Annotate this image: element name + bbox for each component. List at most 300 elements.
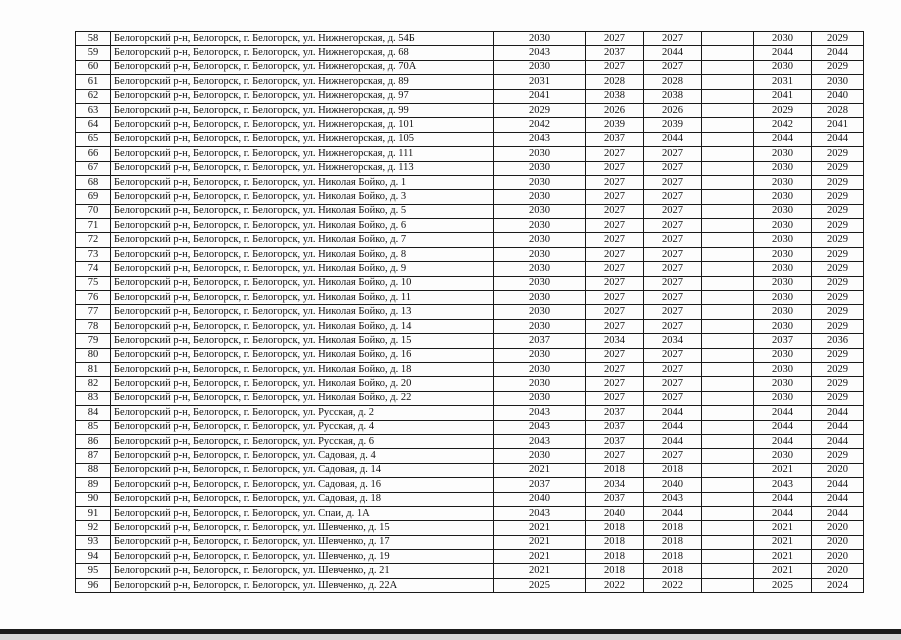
address-cell: Белогорский р-н, Белогорск, г. Белогорск, ул. Николая Бойко, д. 7: [111, 233, 494, 247]
address-cell: Белогорский р-н, Белогорск, г. Белогорск, ул. Николая Бойко, д. 16: [111, 348, 494, 362]
year-cell-5: 2043: [754, 478, 812, 492]
year-cell-3: 2027: [644, 377, 702, 391]
table-row: [76, 219, 864, 233]
year-cell-1: 2043: [494, 132, 586, 146]
row-number: 59: [76, 46, 111, 60]
year-cell-6: 2029: [812, 262, 864, 276]
table-row: [76, 377, 864, 391]
year-cell-2: 2034: [586, 334, 644, 348]
year-cell-3: 2027: [644, 348, 702, 362]
year-cell-2: 2037: [586, 406, 644, 420]
row-number: 68: [76, 175, 111, 189]
year-cell-5: 2044: [754, 434, 812, 448]
address-cell: Белогорский р-н, Белогорск, г. Белогорск, ул. Николая Бойко, д. 20: [111, 377, 494, 391]
year-cell-4: [702, 319, 754, 333]
year-cell-3: 2044: [644, 406, 702, 420]
year-cell-3: 2027: [644, 305, 702, 319]
year-cell-6: 2029: [812, 190, 864, 204]
year-cell-3: 2027: [644, 362, 702, 376]
year-cell-2: 2027: [586, 204, 644, 218]
table-row: [76, 420, 864, 434]
row-number: 81: [76, 362, 111, 376]
year-cell-6: 2044: [812, 132, 864, 146]
year-cell-3: 2027: [644, 190, 702, 204]
address-cell: Белогорский р-н, Белогорск, г. Белогорск, ул. Садовая, д. 16: [111, 478, 494, 492]
row-number: 82: [76, 377, 111, 391]
row-number: 86: [76, 434, 111, 448]
year-cell-3: 2026: [644, 103, 702, 117]
year-cell-1: 2043: [494, 46, 586, 60]
year-cell-5: 2030: [754, 319, 812, 333]
address-cell: Белогорский р-н, Белогорск, г. Белогорск, ул. Русская, д. 4: [111, 420, 494, 434]
year-cell-1: 2030: [494, 276, 586, 290]
year-cell-3: 2018: [644, 564, 702, 578]
year-cell-4: [702, 147, 754, 161]
year-cell-3: 2028: [644, 75, 702, 89]
year-cell-3: 2044: [644, 46, 702, 60]
row-number: 60: [76, 60, 111, 74]
year-cell-5: 2021: [754, 535, 812, 549]
table-row: [76, 362, 864, 376]
address-cell: Белогорский р-н, Белогорск, г. Белогорск, ул. Нижнегорская, д. 89: [111, 75, 494, 89]
table-row: [76, 506, 864, 520]
year-cell-1: 2030: [494, 291, 586, 305]
year-cell-1: 2029: [494, 103, 586, 117]
row-number: 72: [76, 233, 111, 247]
year-cell-6: 2029: [812, 377, 864, 391]
year-cell-5: 2025: [754, 578, 812, 592]
year-cell-2: 2026: [586, 103, 644, 117]
year-cell-2: 2027: [586, 291, 644, 305]
year-cell-1: 2037: [494, 334, 586, 348]
address-cell: Белогорский р-н, Белогорск, г. Белогорск, ул. Николая Бойко, д. 10: [111, 276, 494, 290]
year-cell-4: [702, 75, 754, 89]
row-number: 66: [76, 147, 111, 161]
row-number: 93: [76, 535, 111, 549]
year-cell-6: 2029: [812, 348, 864, 362]
year-cell-6: 2024: [812, 578, 864, 592]
year-cell-6: 2029: [812, 276, 864, 290]
year-cell-4: [702, 362, 754, 376]
table-row: [76, 334, 864, 348]
year-cell-4: [702, 420, 754, 434]
year-cell-6: 2029: [812, 175, 864, 189]
row-number: 64: [76, 118, 111, 132]
row-number: 91: [76, 506, 111, 520]
year-cell-5: 2042: [754, 118, 812, 132]
register-table-body: [76, 32, 864, 593]
year-cell-4: [702, 564, 754, 578]
table-row: [76, 190, 864, 204]
year-cell-5: 2044: [754, 406, 812, 420]
year-cell-3: 2038: [644, 89, 702, 103]
address-cell: Белогорский р-н, Белогорск, г. Белогорск, ул. Нижнегорская, д. 70А: [111, 60, 494, 74]
year-cell-5: 2030: [754, 161, 812, 175]
address-cell: Белогорский р-н, Белогорск, г. Белогорск, ул. Николая Бойко, д. 15: [111, 334, 494, 348]
year-cell-1: 2021: [494, 564, 586, 578]
year-cell-6: 2040: [812, 89, 864, 103]
address-cell: Белогорский р-н, Белогорск, г. Белогорск, ул. Николая Бойко, д. 22: [111, 391, 494, 405]
year-cell-1: 2030: [494, 219, 586, 233]
address-cell: Белогорский р-н, Белогорск, г. Белогорск, ул. Шевченко, д. 21: [111, 564, 494, 578]
year-cell-3: 2044: [644, 506, 702, 520]
year-cell-5: 2044: [754, 132, 812, 146]
address-cell: Белогорский р-н, Белогорск, г. Белогорск, ул. Шевченко, д. 15: [111, 521, 494, 535]
register-table: [75, 31, 864, 593]
year-cell-3: 2027: [644, 219, 702, 233]
year-cell-3: 2027: [644, 161, 702, 175]
year-cell-2: 2018: [586, 463, 644, 477]
year-cell-5: 2029: [754, 103, 812, 117]
year-cell-6: 2029: [812, 147, 864, 161]
year-cell-5: 2030: [754, 291, 812, 305]
year-cell-1: 2043: [494, 406, 586, 420]
year-cell-3: 2027: [644, 60, 702, 74]
year-cell-3: 2027: [644, 391, 702, 405]
year-cell-1: 2030: [494, 247, 586, 261]
year-cell-6: 2030: [812, 75, 864, 89]
year-cell-2: 2018: [586, 564, 644, 578]
year-cell-4: [702, 161, 754, 175]
table-row: [76, 305, 864, 319]
year-cell-5: 2030: [754, 233, 812, 247]
year-cell-4: [702, 219, 754, 233]
year-cell-4: [702, 233, 754, 247]
year-cell-3: 2027: [644, 147, 702, 161]
year-cell-1: 2030: [494, 391, 586, 405]
year-cell-3: 2027: [644, 291, 702, 305]
year-cell-2: 2027: [586, 449, 644, 463]
table-row: [76, 32, 864, 46]
year-cell-4: [702, 434, 754, 448]
year-cell-4: [702, 391, 754, 405]
row-number: 83: [76, 391, 111, 405]
row-number: 65: [76, 132, 111, 146]
year-cell-3: 2027: [644, 449, 702, 463]
year-cell-5: 2044: [754, 492, 812, 506]
row-number: 96: [76, 578, 111, 592]
year-cell-4: [702, 578, 754, 592]
table-row: [76, 521, 864, 535]
year-cell-5: 2030: [754, 276, 812, 290]
table-row: [76, 175, 864, 189]
table-row: [76, 89, 864, 103]
year-cell-5: 2030: [754, 348, 812, 362]
year-cell-2: 2038: [586, 89, 644, 103]
address-cell: Белогорский р-н, Белогорск, г. Белогорск, ул. Николая Бойко, д. 11: [111, 291, 494, 305]
year-cell-2: 2037: [586, 434, 644, 448]
year-cell-3: 2018: [644, 535, 702, 549]
year-cell-1: 2030: [494, 161, 586, 175]
year-cell-4: [702, 132, 754, 146]
address-cell: Белогорский р-н, Белогорск, г. Белогорск, ул. Николая Бойко, д. 5: [111, 204, 494, 218]
year-cell-6: 2036: [812, 334, 864, 348]
year-cell-2: 2027: [586, 276, 644, 290]
address-cell: Белогорский р-н, Белогорск, г. Белогорск, ул. Николая Бойко, д. 3: [111, 190, 494, 204]
year-cell-6: 2029: [812, 161, 864, 175]
year-cell-6: 2029: [812, 219, 864, 233]
year-cell-4: [702, 204, 754, 218]
year-cell-6: 2029: [812, 391, 864, 405]
address-cell: Белогорский р-н, Белогорск, г. Белогорск, ул. Нижнегорская, д. 105: [111, 132, 494, 146]
table-row: [76, 578, 864, 592]
year-cell-2: 2040: [586, 506, 644, 520]
year-cell-4: [702, 478, 754, 492]
table-row: [76, 247, 864, 261]
address-cell: Белогорский р-н, Белогорск, г. Белогорск, ул. Садовая, д. 14: [111, 463, 494, 477]
year-cell-5: 2044: [754, 506, 812, 520]
year-cell-5: 2030: [754, 175, 812, 189]
year-cell-4: [702, 521, 754, 535]
address-cell: Белогорский р-н, Белогорск, г. Белогорск, ул. Нижнегорская, д. 101: [111, 118, 494, 132]
row-number: 85: [76, 420, 111, 434]
year-cell-4: [702, 175, 754, 189]
year-cell-1: 2030: [494, 348, 586, 362]
year-cell-4: [702, 406, 754, 420]
year-cell-2: 2027: [586, 262, 644, 276]
year-cell-5: 2021: [754, 564, 812, 578]
year-cell-6: 2044: [812, 420, 864, 434]
row-number: 94: [76, 550, 111, 564]
year-cell-6: 2029: [812, 60, 864, 74]
row-number: 90: [76, 492, 111, 506]
year-cell-1: 2043: [494, 434, 586, 448]
year-cell-4: [702, 247, 754, 261]
year-cell-4: [702, 291, 754, 305]
year-cell-2: 2022: [586, 578, 644, 592]
year-cell-3: 2043: [644, 492, 702, 506]
year-cell-3: 2040: [644, 478, 702, 492]
year-cell-6: 2029: [812, 305, 864, 319]
row-number: 77: [76, 305, 111, 319]
year-cell-4: [702, 89, 754, 103]
year-cell-1: 2025: [494, 578, 586, 592]
year-cell-6: 2029: [812, 319, 864, 333]
scan-bottom-shadow: [0, 634, 901, 640]
year-cell-5: 2030: [754, 391, 812, 405]
year-cell-3: 2018: [644, 463, 702, 477]
year-cell-4: [702, 463, 754, 477]
year-cell-6: 2029: [812, 449, 864, 463]
year-cell-2: 2027: [586, 147, 644, 161]
year-cell-6: 2020: [812, 535, 864, 549]
year-cell-5: 2030: [754, 190, 812, 204]
year-cell-2: 2027: [586, 161, 644, 175]
year-cell-4: [702, 377, 754, 391]
year-cell-5: 2030: [754, 204, 812, 218]
table-row: [76, 564, 864, 578]
year-cell-2: 2027: [586, 362, 644, 376]
year-cell-2: 2027: [586, 377, 644, 391]
row-number: 78: [76, 319, 111, 333]
table-row: [76, 492, 864, 506]
year-cell-5: 2030: [754, 147, 812, 161]
year-cell-2: 2027: [586, 60, 644, 74]
year-cell-3: 2027: [644, 233, 702, 247]
address-cell: Белогорский р-н, Белогорск, г. Белогорск, ул. Шевченко, д. 17: [111, 535, 494, 549]
row-number: 73: [76, 247, 111, 261]
year-cell-4: [702, 305, 754, 319]
year-cell-3: 2018: [644, 550, 702, 564]
year-cell-4: [702, 276, 754, 290]
year-cell-4: [702, 32, 754, 46]
year-cell-4: [702, 334, 754, 348]
year-cell-2: 2027: [586, 175, 644, 189]
row-number: 79: [76, 334, 111, 348]
year-cell-3: 2027: [644, 247, 702, 261]
year-cell-6: 2029: [812, 204, 864, 218]
address-cell: Белогорский р-н, Белогорск, г. Белогорск, ул. Русская, д. 6: [111, 434, 494, 448]
year-cell-3: 2027: [644, 204, 702, 218]
year-cell-1: 2030: [494, 377, 586, 391]
year-cell-3: 2022: [644, 578, 702, 592]
address-cell: Белогорский р-н, Белогорск, г. Белогорск, ул. Спаи, д. 1А: [111, 506, 494, 520]
year-cell-5: 2044: [754, 46, 812, 60]
year-cell-4: [702, 348, 754, 362]
year-cell-1: 2021: [494, 535, 586, 549]
year-cell-6: 2020: [812, 521, 864, 535]
row-number: 75: [76, 276, 111, 290]
row-number: 74: [76, 262, 111, 276]
year-cell-2: 2028: [586, 75, 644, 89]
year-cell-6: 2029: [812, 233, 864, 247]
year-cell-5: 2021: [754, 463, 812, 477]
year-cell-6: 2044: [812, 506, 864, 520]
year-cell-1: 2030: [494, 362, 586, 376]
year-cell-6: 2028: [812, 103, 864, 117]
year-cell-2: 2027: [586, 32, 644, 46]
table-row: [76, 449, 864, 463]
address-cell: Белогорский р-н, Белогорск, г. Белогорск, ул. Николая Бойко, д. 13: [111, 305, 494, 319]
year-cell-3: 2027: [644, 276, 702, 290]
year-cell-1: 2030: [494, 305, 586, 319]
year-cell-1: 2021: [494, 550, 586, 564]
year-cell-2: 2027: [586, 305, 644, 319]
year-cell-6: 2044: [812, 492, 864, 506]
table-row: [76, 276, 864, 290]
table-row: [76, 75, 864, 89]
table-row: [76, 161, 864, 175]
year-cell-1: 2043: [494, 506, 586, 520]
year-cell-5: 2021: [754, 521, 812, 535]
row-number: 61: [76, 75, 111, 89]
year-cell-5: 2030: [754, 247, 812, 261]
address-cell: Белогорский р-н, Белогорск, г. Белогорск, ул. Николая Бойко, д. 9: [111, 262, 494, 276]
year-cell-1: 2037: [494, 478, 586, 492]
table-row: [76, 233, 864, 247]
year-cell-5: 2041: [754, 89, 812, 103]
year-cell-2: 2027: [586, 190, 644, 204]
row-number: 92: [76, 521, 111, 535]
address-cell: Белогорский р-н, Белогорск, г. Белогорск, ул. Нижнегорская, д. 54Б: [111, 32, 494, 46]
table-row: [76, 463, 864, 477]
row-number: 95: [76, 564, 111, 578]
address-cell: Белогорский р-н, Белогорск, г. Белогорск, ул. Нижнегорская, д. 111: [111, 147, 494, 161]
year-cell-5: 2030: [754, 449, 812, 463]
table-row: [76, 60, 864, 74]
year-cell-1: 2030: [494, 147, 586, 161]
year-cell-1: 2030: [494, 190, 586, 204]
year-cell-5: 2030: [754, 219, 812, 233]
address-cell: Белогорский р-н, Белогорск, г. Белогорск, ул. Шевченко, д. 19: [111, 550, 494, 564]
address-cell: Белогорский р-н, Белогорск, г. Белогорск, ул. Николая Бойко, д. 18: [111, 362, 494, 376]
year-cell-2: 2018: [586, 550, 644, 564]
year-cell-3: 2018: [644, 521, 702, 535]
year-cell-2: 2037: [586, 420, 644, 434]
address-cell: Белогорский р-н, Белогорск, г. Белогорск, ул. Садовая, д. 4: [111, 449, 494, 463]
year-cell-4: [702, 190, 754, 204]
year-cell-6: 2044: [812, 478, 864, 492]
year-cell-2: 2037: [586, 132, 644, 146]
year-cell-5: 2030: [754, 362, 812, 376]
year-cell-1: 2021: [494, 521, 586, 535]
year-cell-6: 2029: [812, 291, 864, 305]
table-row: [76, 348, 864, 362]
year-cell-1: 2031: [494, 75, 586, 89]
year-cell-2: 2018: [586, 535, 644, 549]
year-cell-2: 2018: [586, 521, 644, 535]
year-cell-4: [702, 506, 754, 520]
year-cell-2: 2034: [586, 478, 644, 492]
table-row: [76, 46, 864, 60]
year-cell-5: 2031: [754, 75, 812, 89]
row-number: 62: [76, 89, 111, 103]
address-cell: Белогорский р-н, Белогорск, г. Белогорск, ул. Русская, д. 2: [111, 406, 494, 420]
year-cell-3: 2034: [644, 334, 702, 348]
year-cell-6: 2020: [812, 550, 864, 564]
address-cell: Белогорский р-н, Белогорск, г. Белогорск, ул. Садовая, д. 18: [111, 492, 494, 506]
table-row: [76, 103, 864, 117]
year-cell-1: 2030: [494, 204, 586, 218]
address-cell: Белогорский р-н, Белогорск, г. Белогорск, ул. Николая Бойко, д. 1: [111, 175, 494, 189]
year-cell-4: [702, 449, 754, 463]
address-cell: Белогорский р-н, Белогорск, г. Белогорск, ул. Шевченко, д. 22А: [111, 578, 494, 592]
table-row: [76, 434, 864, 448]
year-cell-3: 2044: [644, 434, 702, 448]
year-cell-1: 2021: [494, 463, 586, 477]
year-cell-3: 2027: [644, 32, 702, 46]
year-cell-3: 2044: [644, 132, 702, 146]
year-cell-5: 2030: [754, 262, 812, 276]
year-cell-5: 2037: [754, 334, 812, 348]
year-cell-1: 2043: [494, 420, 586, 434]
year-cell-2: 2027: [586, 247, 644, 261]
row-number: 84: [76, 406, 111, 420]
row-number: 58: [76, 32, 111, 46]
year-cell-4: [702, 535, 754, 549]
year-cell-2: 2037: [586, 492, 644, 506]
year-cell-1: 2030: [494, 319, 586, 333]
year-cell-2: 2027: [586, 348, 644, 362]
year-cell-6: 2044: [812, 46, 864, 60]
address-cell: Белогорский р-н, Белогорск, г. Белогорск, ул. Нижнегорская, д. 97: [111, 89, 494, 103]
year-cell-3: 2027: [644, 175, 702, 189]
year-cell-3: 2039: [644, 118, 702, 132]
year-cell-1: 2041: [494, 89, 586, 103]
row-number: 67: [76, 161, 111, 175]
year-cell-5: 2030: [754, 32, 812, 46]
table-row: [76, 550, 864, 564]
address-cell: Белогорский р-н, Белогорск, г. Белогорск, ул. Николая Бойко, д. 8: [111, 247, 494, 261]
year-cell-6: 2044: [812, 406, 864, 420]
year-cell-1: 2030: [494, 175, 586, 189]
year-cell-1: 2030: [494, 449, 586, 463]
year-cell-1: 2030: [494, 233, 586, 247]
year-cell-6: 2041: [812, 118, 864, 132]
row-number: 69: [76, 190, 111, 204]
year-cell-1: 2040: [494, 492, 586, 506]
year-cell-5: 2030: [754, 305, 812, 319]
